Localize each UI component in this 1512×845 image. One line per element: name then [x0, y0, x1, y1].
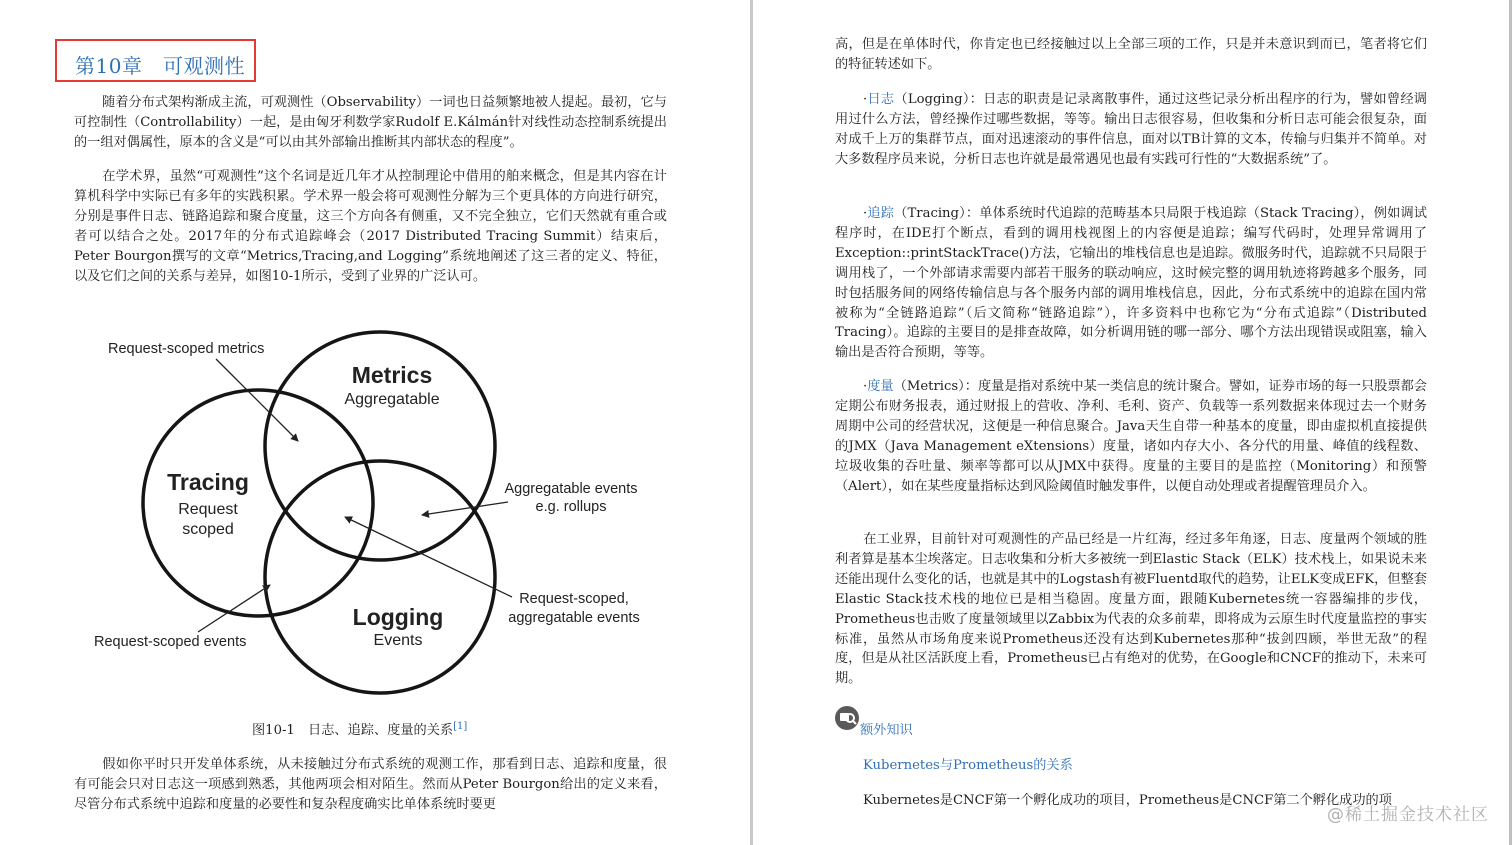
tracing-title: Tracing: [167, 469, 249, 495]
tracing-subtitle-1: Request: [178, 501, 238, 518]
continuation-paragraph: 高，但是在单体时代，你肯定也已经接触过以上全部三项的工作，只是并未意识到而已，笔者将它们的特征转述如下。: [835, 37, 1427, 72]
metrics-term: 度量: [867, 379, 894, 394]
logging-item: ·日志（Logging）：日志的职责是记录离散事件，通过这些记录分析出程序的行为，譬如曾经调用过什么方法，曾经操作过哪些数据，等等。输出日志很容易，但收集和分析日志可能会很复杂，面对成千上万的集群节点，面对迅速滚动的事件信息，面对以TB计算的文本，传输与归集并不简单。对大多数程序员来说，分析日志也许就是最常遇见也最有实践可行性的“大数据系统”了。: [835, 92, 1427, 167]
tracing-subtitle-2: scoped: [182, 521, 234, 538]
venn-diagram: [80, 325, 660, 705]
monolith-paragraph: 假如你平时只开发单体系统，从未接触过分布式系统的观测工作，那看到日志、追踪和度量，很有可能会只对日志这一项感到熟悉，其他两项会相对陌生。然而从Peter Bourgon给出的定义来看，尽管分布式系统中追踪和度量的必要性和复杂程度确实比单体系统时要更: [74, 757, 667, 812]
academia-paragraph: 在学术界，虽然“可观测性”这个名词是近几年才从控制理论中借用的舶来概念，但是其内容在计算机科学中实际已有多年的实践积累。学术界一般会将可观测性分解为三个更具体的方向进行研究，分别是事件日志、链路追踪和聚合度量，这三个方向各有侧重，又不完全独立，它们天然就有重合或者可以结合之处。2017年的分布式追踪峰会（2017 Distributed Tracing Summit）结束后，Peter Bourgon撰写的文章“Metrics,Tracing,and Logging”系统地阐述了这三者的定义、特征，以及它们之间的关系与差异，如图10-1所示，受到了业界的广泛认可。: [74, 169, 667, 284]
logging-term: 日志: [867, 92, 895, 107]
callout-title: 额外知识: [860, 723, 913, 738]
metrics-title: Metrics: [351, 362, 433, 388]
tracing-term: 追踪: [867, 206, 895, 221]
annotation-request-scoped-aggregatable-1: Request-scoped,: [519, 591, 629, 607]
magnifier-note-icon: [835, 706, 859, 730]
industry-paragraph: 在工业界，目前针对可观测性的产品已经是一片红海，经过多年角逐，日志、度量两个领域的胜利者算是基本尘埃落定。日志收集和分析大多被统一到Elastic Stack（ELK）技术栈上，如果说未来还能出现什么变化的话，也就是其中的Logstash有被Fluentd取代的趋势，让ELK变成EFK，但整套Elastic Stack技术栈的地位已是相当稳固。度量方面，跟随Kubernetes统一容器编排的步伐，Prometheus也击败了度量领域里以Zabbix为代表的众多前辈，即将成为云原生时代度量监控的事实标准，虽然从市场角度来说Prometheus还没有达到Kubernetes那种“拔剑四顾，举世无敌”的程度，但是从社区活跃度上看，Prometheus已占有绝对的优势，在Google和CNCF的推动下，未来可期。: [835, 532, 1427, 687]
figure-caption: 图10-1 日志、追踪、度量的关系[1]: [252, 721, 468, 738]
annotation-aggregatable-events-2: e.g. rollups: [535, 499, 607, 515]
callout-subheading: Kubernetes与Prometheus的关系: [863, 758, 1073, 773]
left-page: [0, 0, 750, 845]
chapter-title-highlight-box: [55, 39, 256, 82]
annotation-request-scoped-aggregatable-2: aggregatable events: [508, 610, 640, 626]
logging-circle: [265, 461, 495, 693]
logging-subtitle: Events: [373, 632, 423, 649]
footnote-link[interactable]: [1]: [453, 721, 468, 732]
annotation-request-scoped-events: Request-scoped events: [94, 634, 247, 650]
callout-text: Kubernetes是CNCF第一个孵化成功的项目，Prometheus是CNCF第二个孵化成功的项: [863, 793, 1392, 808]
annotation-aggregatable-events-1: Aggregatable events: [504, 481, 638, 497]
metrics-subtitle: Aggregatable: [344, 391, 440, 408]
watermark: @稀土掘金技术社区: [1327, 805, 1489, 825]
metrics-item: ·度量（Metrics）：度量是指对系统中某一类信息的统计聚合。譬如，证券市场的每一只股票都会定期公布财务报表，通过财报上的营收、净利、毛利、资产、负载等一系列数据来体现过去一个财务周期中公司的经营状况，这便是一种信息聚合。Java天生自带一种基本的度量，即由虚拟机直接提供的JMX（Java Management eXtensions）度量，诸如内存大小、各分代的用量、峰值的线程数、垃圾收集的吞吐量、频率等都可以从JMX中获得。度量的主要目的是监控（Monitoring）和预警（Alert），如在某些度量指标达到风险阈值时触发事件，以便自动处理或者提醒管理员介入。: [835, 379, 1427, 494]
chapter-title: 第10章 可观测性: [75, 54, 245, 78]
tracing-item: ·追踪（Tracing）：单体系统时代追踪的范畴基本只局限于栈追踪（Stack Tracing），例如调试程序时，在IDE打个断点，看到的调用栈视图上的内容便是追踪；编写代码时，处理异常调用了Exception::printStackTrace()方法，它输出的堆栈信息也是追踪。微服务时代，追踪就不只局限于调用栈了，一个外部请求需要内部若干服务的联动响应，这时候完整的调用轨迹将跨越多个服务，同时包括服务间的网络传输信息与各个服务内部的调用堆栈信息，因此，分布式系统中的追踪在国内常被称为“全链路追踪”（后文简称“链路追踪”），许多资料中也称它为“分布式追踪”（Distributed Tracing）。追踪的主要目的是排查故障，如分析调用链的哪一部分、哪个方法出现错误或阻塞，输入输出是否符合预期，等等。: [835, 206, 1427, 361]
intro-paragraph: 随着分布式架构渐成主流，可观测性（Observability）一词也日益频繁地被人提起。最初，它与可控制性（Controllability）一起，是由匈牙利数学家Rudolf E.Kálmán针对线性动态控制系统提出的一组对偶属性，原本的含义是“可以由其外部输出推断其内部状态的程度”。: [74, 95, 667, 150]
logging-title: Logging: [352, 604, 444, 630]
annotation-request-scoped-metrics: Request-scoped metrics: [108, 341, 265, 357]
